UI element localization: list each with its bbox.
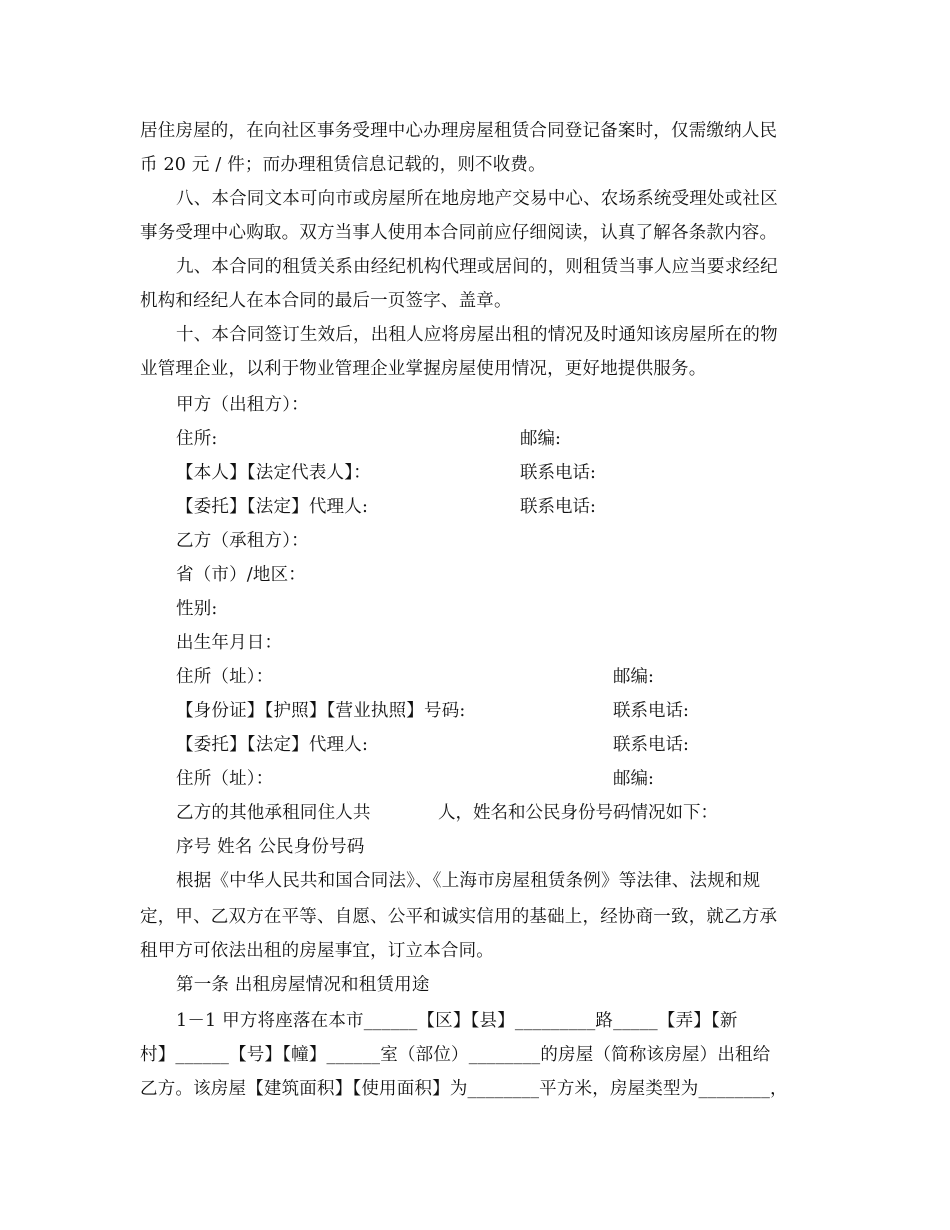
paragraph-line: 币 20 元 / 件；而办理租赁信息记载的，则不收费。 (140, 155, 546, 175)
article-1-line-1: 1－1 甲方将座落在本市______【区】【县】_________路_____【弄】【新 (176, 1011, 738, 1031)
clause-9-line-1: 九、本合同的租赁关系由经纪机构代理或居间的，则租赁当事人应当要求经纪 (176, 257, 778, 277)
party-b-agent-address-label: 住所（址）： (176, 769, 274, 789)
paragraph-line (140, 120, 820, 142)
clause-10-line-1: 十、本合同签订生效后，出租人应将房屋出租的情况及时通知该房屋所在的物 (176, 325, 778, 345)
clause-8-line-2: 事务受理中心购取。双方当事人使用本合同前应仔细阅读，认真了解各条款内容。 (140, 223, 778, 243)
preamble-line-2: 定，甲、乙双方在平等、自愿、公平和诚实信用的基础上，经协商一致，就乙方承 (140, 907, 778, 927)
party-b-gender-label: 性别: (176, 599, 218, 619)
party-b-phone-label: 联系电话: (613, 701, 689, 721)
party-b-province-label: 省（市）/地区： (176, 565, 306, 585)
clause-9-line-2: 机构和经纪人在本合同的最后一页签字、盖章。 (140, 291, 512, 311)
text: 居住房屋的，在向社区事务受理中心办理房屋租赁合同登记备案时，仅需缴纳人民 (140, 121, 778, 141)
cohabitants-intro-cont: 人，姓名和公民身份号码情况如下： (438, 803, 718, 823)
party-a-agent-phone-label: 联系电话: (520, 497, 596, 517)
preamble-line-3: 租甲方可依法出租的房屋事宜，订立本合同。 (140, 941, 494, 961)
party-a-title: 甲方（出租方）： (176, 395, 309, 415)
cohabitants-table-header: 序号 姓名 公民身份号码 (176, 837, 365, 857)
article-1-heading: 第一条 出租房屋情况和租赁用途 (176, 975, 430, 995)
preamble-line-1: 根据《中华人民共和国合同法》、《上海市房屋租赁条例》等法律、法规和规 (176, 871, 761, 891)
party-b-address-label: 住所（址）： (176, 667, 274, 687)
party-b-postcode-label: 邮编: (613, 667, 654, 687)
party-b-birthdate-label: 出生年月日： (176, 633, 283, 653)
party-a-postcode-label: 邮编: (520, 429, 561, 449)
party-b-title: 乙方（承租方）： (176, 531, 309, 551)
party-b-id-label: 【身份证】【护照】【营业执照】号码: (176, 701, 466, 721)
party-b-agent-phone-label: 联系电话: (613, 735, 689, 755)
cohabitants-intro: 乙方的其他承租同住人共 (176, 803, 371, 823)
party-a-representative-label: 【本人】【法定代表人】： (176, 463, 371, 483)
party-b-agent-postcode-label: 邮编: (613, 769, 654, 789)
clause-8-line-1: 八、本合同文本可向市或房屋所在地房地产交易中心、农场系统受理处或社区 (176, 189, 778, 209)
party-a-phone-label: 联系电话: (520, 463, 596, 483)
party-b-agent-label: 【委托】【法定】代理人: (176, 735, 369, 755)
article-1-line-3: 乙方。该房屋【建筑面积】【使用面积】为________平方米，房屋类型为________， (140, 1079, 788, 1099)
article-1-line-2: 村】______【号】【幢】______室（部位）________的房屋（简称该房屋）出租给 (140, 1045, 771, 1065)
clause-10-line-2: 业管理企业，以利于物业管理企业掌握房屋使用情况，更好地提供服务。 (140, 359, 707, 379)
party-a-agent-label: 【委托】【法定】代理人: (176, 497, 369, 517)
party-a-address-label: 住所: (176, 429, 218, 449)
